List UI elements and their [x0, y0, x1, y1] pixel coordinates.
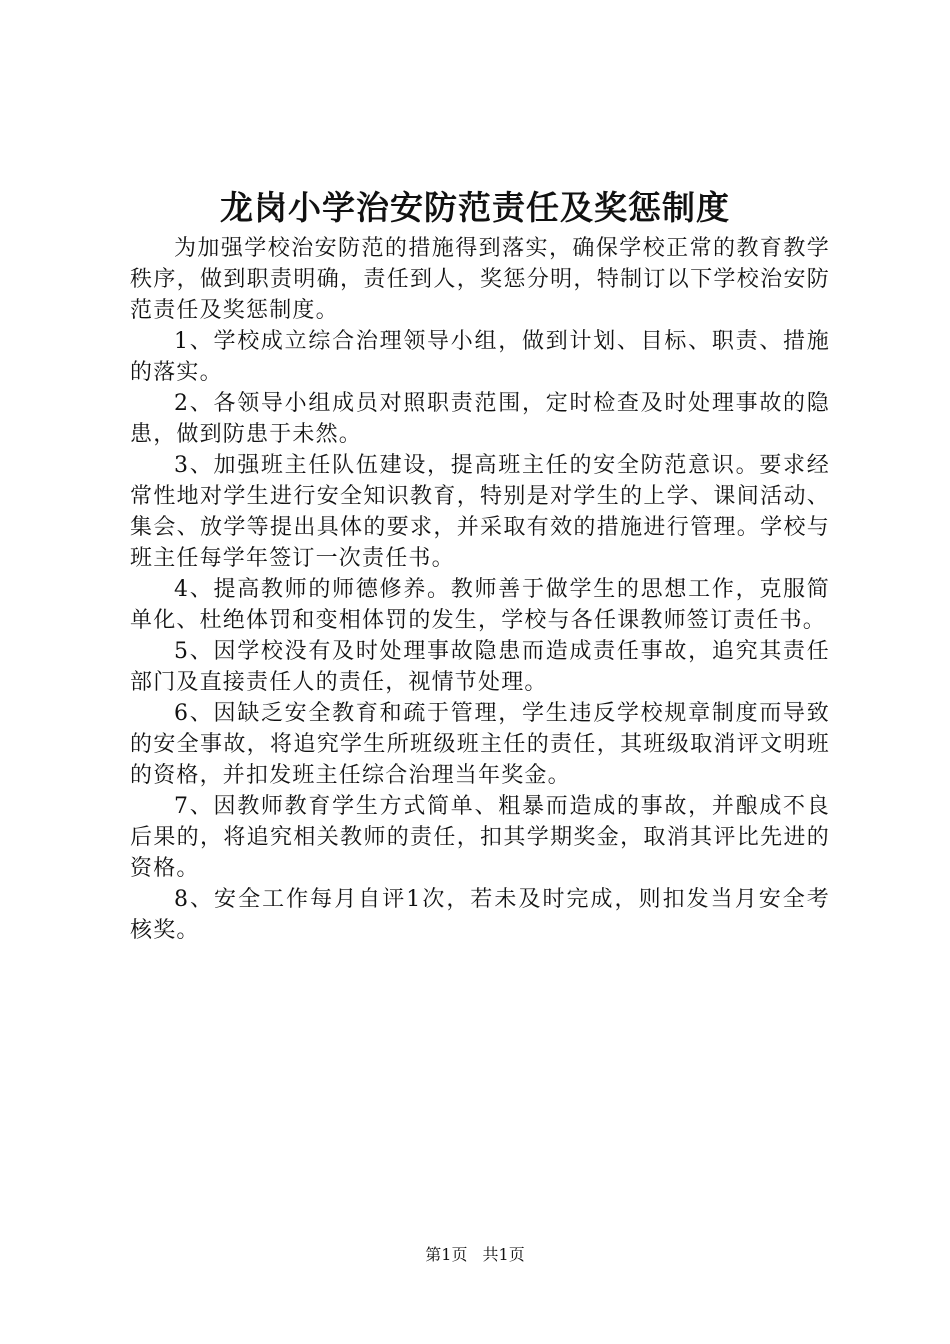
document-title: 龙岗小学治安防范责任及奖惩制度: [220, 188, 730, 227]
page-footer: [0, 1244, 950, 1266]
rule-paragraph-2: 2、各领导小组成员对照职责范围，定时检查及时处理事故的隐患，做到防患于未然。: [130, 391, 830, 447]
page-number-current: 第1页: [425, 1245, 468, 1264]
rule-paragraph-4: 4、提高教师的师德修养。教师善于做学生的思想工作，克服简单化、杜绝体罚和变相体罚的发生，学校与各任课教师签订责任书。: [130, 577, 830, 633]
rule-paragraph-6: 6、因缺乏安全教育和疏于管理，学生违反学校规章制度而导致的安全事故，将追究学生所班级班主任的责任，其班级取消评文明班的资格，并扣发班主任综合治理当年奖金。: [130, 701, 830, 788]
rule-paragraph-3: 3、加强班主任队伍建设，提高班主任的安全防范意识。要求经常性地对学生进行安全知识教育，特别是对学生的上学、课间活动、集会、放学等提出具体的要求，并采取有效的措施进行管理。学校与班主任每学年签订一次责任书。: [130, 453, 830, 571]
rule-paragraph-8: 8、安全工作每月自评1次，若未及时完成，则扣发当月安全考核奖。: [130, 887, 830, 943]
intro-paragraph: 为加强学校治安防范的措施得到落实，确保学校正常的教育教学秩序，做到职责明确，责任到人，奖惩分明，特制订以下学校治安防范责任及奖惩制度。: [130, 236, 830, 323]
rule-paragraph-1: 1、学校成立综合治理领导小组，做到计划、目标、职责、措施的落实。: [130, 329, 830, 385]
rule-paragraph-7: 7、因教师教育学生方式简单、粗暴而造成的事故，并酿成不良后果的，将追究相关教师的责任，扣其学期奖金，取消其评比先进的资格。: [130, 794, 830, 881]
rule-paragraph-5: 5、因学校没有及时处理事故隐患而造成责任事故，追究其责任部门及直接责任人的责任，视情节处理。: [130, 639, 830, 695]
page-number-total: 共1页: [482, 1245, 525, 1264]
document-body: [130, 233, 830, 946]
